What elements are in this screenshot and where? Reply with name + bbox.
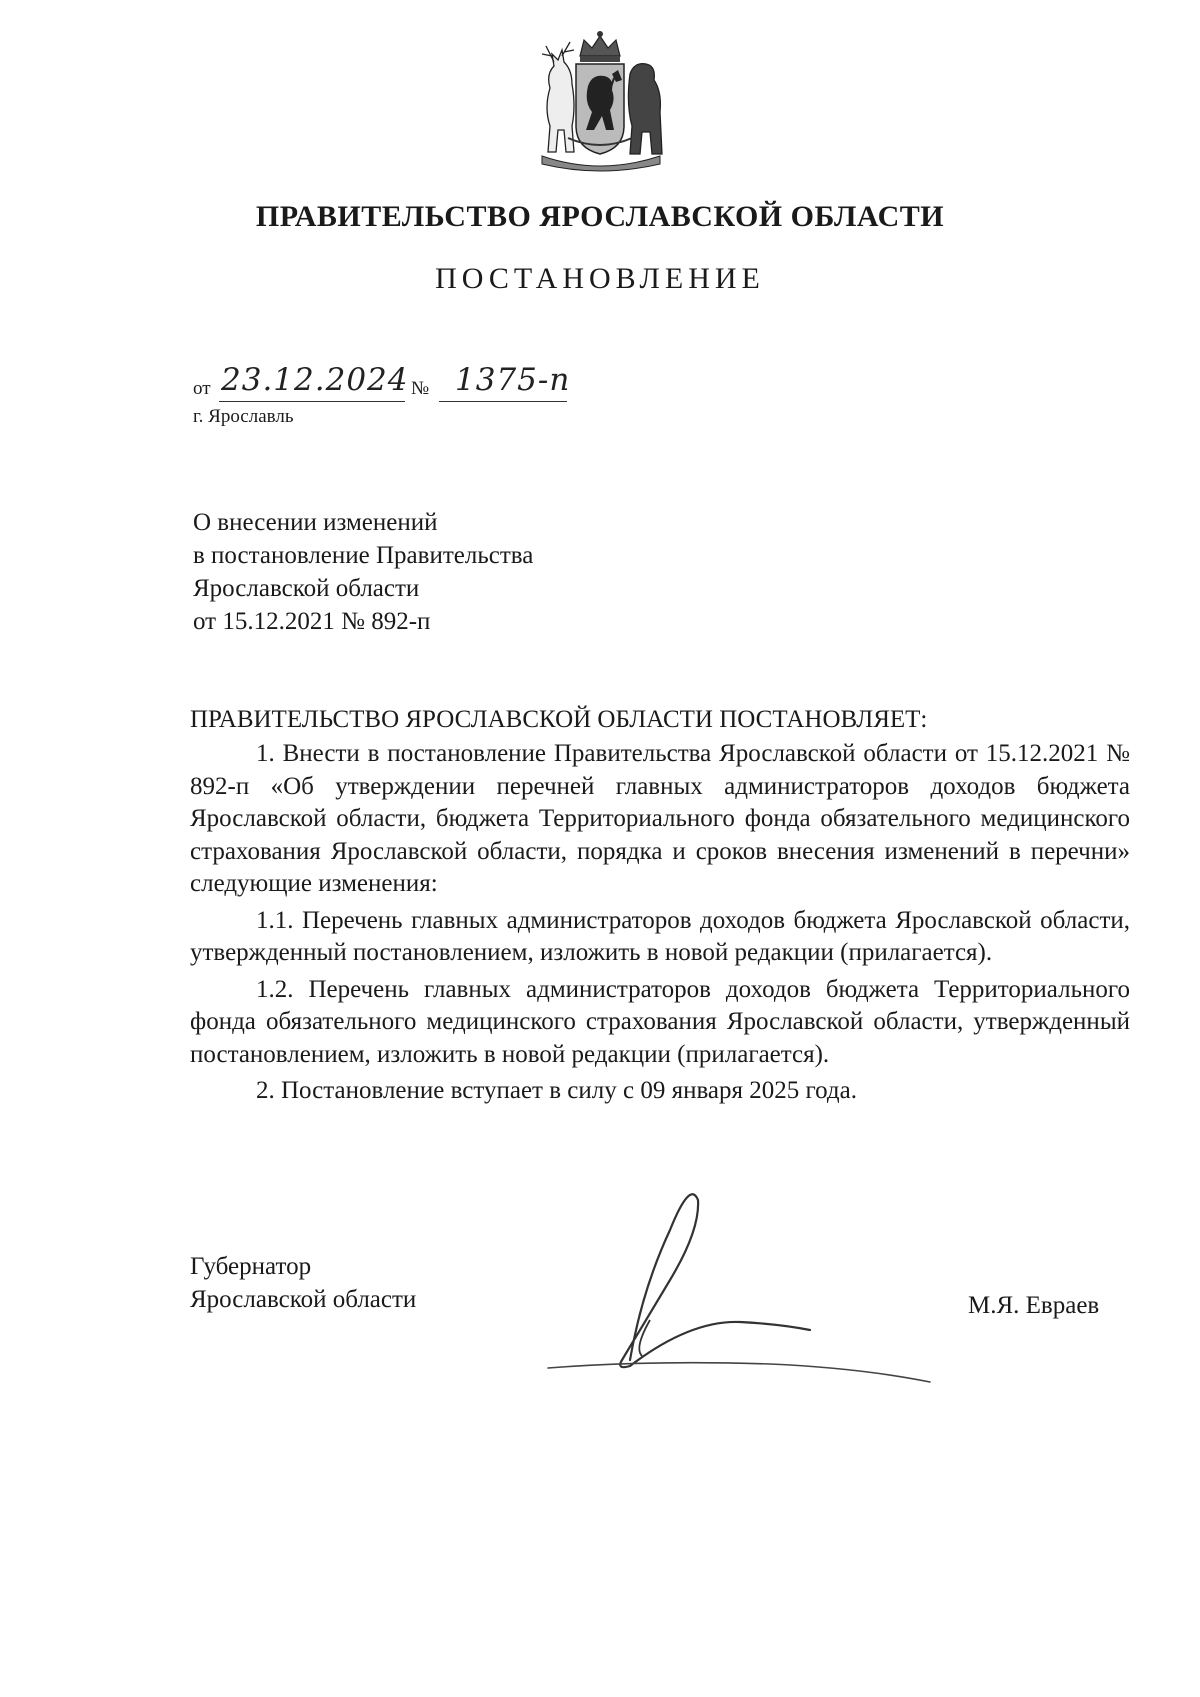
- signer-name: М.Я. Евраев: [968, 1292, 1100, 1319]
- subject-line: Ярославской области: [193, 575, 420, 602]
- subject-line: в постановление Правительства: [193, 542, 534, 569]
- body-paragraph: 1. Внести в постановление Правительства Ярославской области от 15.12.2021 № 892-п «Об утверждении перечней главных администраторов доходов бюджета Ярославской области, бюджета Территориального фонда обязательного медицинского страхования Ярославской области, порядка и сроков внесения изменений в перечни» следующие изменения:: [190, 740, 1130, 897]
- resolution-body: [190, 738, 1130, 1108]
- number-underline: [439, 401, 567, 402]
- body-paragraph: 1.2. Перечень главных администраторов доходов бюджета Территориального фонда обязательного медицинского страхования Ярославской области, утвержденный постановлением, изложить в новой редакции (прилагается).: [190, 975, 1130, 1068]
- body-paragraph: 2. Постановление вступает в силу с 09 января 2025 года.: [256, 1077, 858, 1104]
- signer-position: [190, 1250, 416, 1316]
- signer-position-line: Ярославской области: [190, 1286, 417, 1313]
- registration-number: 1375-п: [455, 362, 571, 398]
- yaroslavl-coat-of-arms-icon: [522, 26, 678, 176]
- organization-title: ПРАВИТЕЛЬСТВО ЯРОСЛАВСКОЙ ОБЛАСТИ: [255, 200, 945, 233]
- subject-line: О внесении изменений: [193, 509, 438, 536]
- registration-date: 23.12.2024: [221, 362, 409, 398]
- date-underline: [219, 401, 405, 402]
- subject-line: от 15.12.2021 № 892-п: [193, 608, 431, 635]
- document-type: ПОСТАНОВЛЕНИЕ: [435, 262, 765, 295]
- signer-position-line: Губернатор: [190, 1253, 312, 1280]
- city: г. Ярославль: [193, 406, 294, 427]
- date-prefix: от: [193, 378, 211, 399]
- handwritten-signature-icon: [530, 1170, 960, 1390]
- document-subject: [193, 506, 533, 638]
- registration-line: [193, 364, 573, 406]
- body-paragraph: 1.1. Перечень главных администраторов доходов бюджета Ярославской области, утвержденный постановлением, изложить в новой редакции (прилагается).: [190, 906, 1130, 966]
- number-prefix: №: [411, 378, 430, 399]
- resolution-preamble: ПРАВИТЕЛЬСТВО ЯРОСЛАВСКОЙ ОБЛАСТИ ПОСТАНОВЛЯЕТ:: [190, 706, 928, 733]
